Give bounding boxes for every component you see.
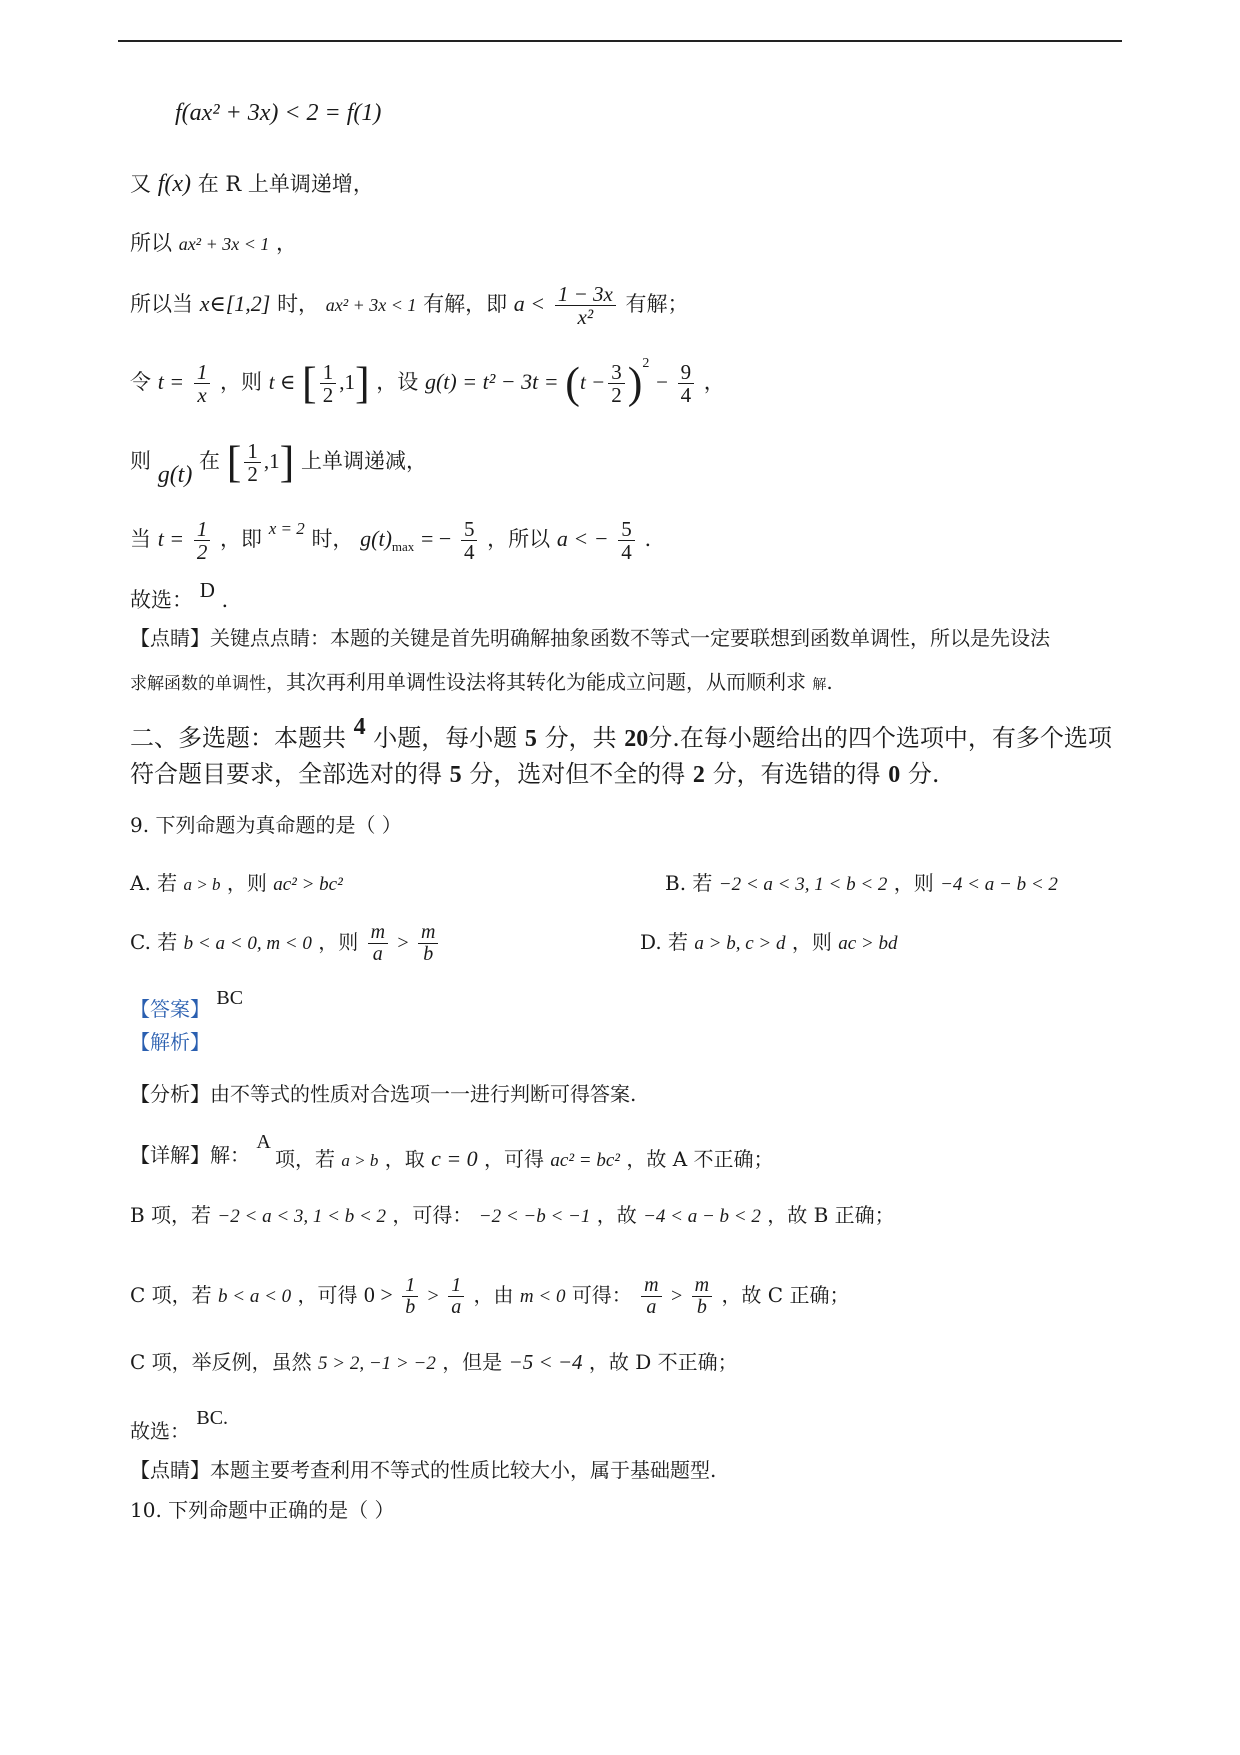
math: ax² + 3x < 1 (325, 295, 417, 316)
text: 分. (907, 760, 940, 788)
fraction: $\frac{1}{2}$ (320, 361, 337, 406)
text: 分.在每小题给出的四个选项中，有多个选项 (648, 724, 1112, 752)
math: ,1 (263, 449, 280, 474)
math: ax² + 3x < 1 (178, 234, 270, 254)
fraction: $\frac{3}{2}$ (608, 361, 625, 406)
math: t − (579, 370, 606, 394)
text: A (256, 1131, 271, 1153)
subscript: max (391, 539, 415, 555)
answer-tag: 【答案】 (130, 997, 210, 1021)
note-line-2 (130, 672, 833, 693)
text: 求解函数的单调性 (130, 674, 266, 694)
math: −4 < a − b < 2 (940, 874, 1058, 895)
math: > (397, 932, 409, 954)
section-heading-2 (130, 762, 939, 787)
text: 符合题目要求，全部选对的得 (130, 760, 442, 788)
number: 20 (624, 726, 649, 752)
text: 9. 下列命题为真命题的是（ ） (130, 813, 402, 837)
option-b (665, 873, 1058, 894)
text: 所以 (130, 231, 172, 255)
math: ac > bd (838, 933, 898, 954)
math: a < (513, 291, 546, 317)
math: a > b (183, 875, 221, 894)
text: 【点睛】本题主要考查利用不等式的性质比较大小，属于基础题型. (130, 1458, 717, 1482)
text: 时， (277, 292, 320, 317)
fraction: $\frac{1}{2}$ (244, 440, 261, 485)
text: ，则 (893, 871, 934, 895)
answer: BC. (196, 1407, 229, 1429)
question-10 (130, 1500, 395, 1520)
text: C 项，举反例，虽然 (130, 1350, 312, 1374)
text: 有解，即 (423, 292, 508, 317)
analysis-tag-line (130, 1032, 210, 1052)
math: b < a < 0, m < 0 (183, 933, 312, 954)
text: ，故 C 正确； (721, 1283, 850, 1307)
math: m < 0 (519, 1286, 566, 1307)
text: ，故 B 正确； (767, 1203, 895, 1227)
text: ，故 D 不正确； (588, 1350, 738, 1374)
option-d (640, 932, 897, 953)
text: ，其次再利用单调性设法将其转化为能成立问题，从而顺利求 (266, 670, 806, 694)
text-line-3 (130, 233, 297, 254)
math: x∈[1,2] (199, 291, 271, 317)
fraction: $\frac{m}{b}$ (418, 922, 438, 965)
text: 项，若 (275, 1147, 335, 1171)
fraction: $\frac{1}{x}$ (194, 361, 211, 406)
text: ，即 (220, 527, 263, 552)
fraction: $\frac{m}{a}$ (641, 1275, 661, 1318)
note-line-1 (130, 628, 1050, 648)
text: 小题，每小题 (373, 724, 518, 752)
math: t = (157, 526, 185, 552)
option-a (130, 873, 343, 894)
text: 可得： (571, 1283, 632, 1307)
fraction: $\frac{1}{b}$ (402, 1275, 418, 1318)
answer: D (199, 578, 215, 602)
choose-line (130, 1408, 228, 1441)
header-rule (118, 40, 1122, 42)
text: C 项，若 (130, 1283, 212, 1307)
number: 2 (692, 762, 705, 788)
detail-line-c (130, 1275, 849, 1318)
number: 0 (888, 762, 901, 788)
text: ，设 (376, 370, 419, 394)
math: = − (420, 526, 452, 552)
text: ， (276, 231, 298, 255)
text: 故选： (130, 1419, 190, 1443)
math: t ∈ (268, 370, 296, 394)
analysis-line (130, 1084, 636, 1104)
fraction: $\frac{1}{2}$ (194, 518, 211, 563)
text-line-6 (130, 437, 427, 489)
text: 二、多选题：本题共 (130, 724, 346, 752)
text-line-4 (130, 283, 689, 328)
fraction: $\frac{1}{a}$ (448, 1275, 464, 1318)
text: B. 若 (665, 871, 713, 895)
text: 当 (130, 527, 151, 552)
math: 0 > (363, 1282, 393, 1307)
text: 在 R 上单调递增， (197, 172, 374, 196)
number: 5 (524, 726, 537, 752)
fraction: $\frac{1 - 3x}{\text{x²}}$ (555, 283, 616, 328)
math: −2 < a < 3, 1 < b < 2 (217, 1206, 387, 1227)
detail-line-a2 (275, 1148, 774, 1170)
bracket: ] (279, 437, 295, 487)
text: 分，有选错的得 (712, 760, 881, 788)
text-line-5 (130, 357, 725, 406)
text: ，故 (596, 1203, 637, 1227)
math: ,1 (339, 370, 355, 394)
text: 【详解】解： (130, 1143, 250, 1167)
math: − (656, 370, 668, 394)
text: 分，选对但不全的得 (469, 760, 686, 788)
bracket: [ (226, 437, 242, 487)
text: 【点睛】关键点点睛：本题的关键是首先明确解抽象函数不等式一定要联想到函数单调性，所以是先设法 (130, 626, 1050, 650)
math: > (427, 1285, 439, 1307)
text: B 项，若 (130, 1203, 212, 1227)
text-line-2 (130, 172, 374, 196)
text: C. 若 (130, 930, 178, 954)
answer-line (130, 580, 228, 611)
fraction: $\frac{9}{4}$ (678, 361, 695, 406)
text: ，则 (791, 930, 832, 954)
text: ，可得 (297, 1283, 358, 1307)
math: g(t) (360, 526, 392, 552)
formula: f(ax² + 3x) < 2 = f(1) (175, 100, 382, 126)
math: t = (157, 369, 185, 394)
detail-line-d (130, 1352, 738, 1373)
text: 上单调递减， (300, 449, 427, 474)
math: −4 < a − b < 2 (643, 1206, 761, 1227)
text-line-7 (130, 518, 651, 563)
text: ，取 (384, 1147, 425, 1171)
fraction: $\frac{5}{4}$ (461, 518, 478, 563)
math: 5 > 2, −1 > −2 (318, 1353, 436, 1374)
formula-line-1 (175, 100, 381, 125)
option-c (130, 922, 441, 965)
text: ，则 (318, 930, 359, 954)
text: 则 (130, 449, 151, 474)
text: 解 (812, 677, 827, 693)
text: 分，共 (544, 724, 617, 752)
text: ，由 (473, 1283, 514, 1307)
number: 5 (449, 762, 462, 788)
text: 10. 下列命题中正确的是（ ） (130, 1498, 395, 1522)
text: . (826, 670, 833, 694)
detail-line-a (130, 1132, 271, 1165)
text: 令 (130, 370, 151, 394)
text: ，但是 (442, 1350, 503, 1374)
bracket: ] (354, 358, 370, 408)
text: 有解； (625, 292, 689, 317)
fraction: $\frac{m}{b}$ (692, 1275, 712, 1318)
text: ，则 (226, 871, 267, 895)
text: 故选： (130, 588, 193, 612)
bracket: [ (302, 358, 317, 408)
paren: ( (565, 358, 580, 408)
text: . (221, 588, 229, 612)
fraction: $\frac{5}{4}$ (618, 518, 635, 563)
text: ，可得： (392, 1203, 473, 1227)
math: −2 < a < 3, 1 < b < 2 (718, 874, 888, 895)
detail-line-b (130, 1205, 895, 1226)
text: 又 (130, 172, 151, 196)
answer-value: BC (216, 987, 244, 1009)
math: −2 < −b < −1 (478, 1206, 591, 1227)
math: f(x) (157, 171, 191, 197)
math: −5 < −4 (508, 1350, 583, 1374)
paren: ) (627, 358, 643, 408)
number: 4 (353, 714, 366, 740)
math: ac² = bc² (550, 1150, 620, 1171)
note-line-3 (130, 1460, 716, 1480)
math: a < − (556, 526, 609, 552)
text: 时， (311, 527, 354, 552)
analysis-tag: 【解析】 (130, 1030, 210, 1054)
text: A. 若 (130, 871, 178, 895)
math: a > b, c > d (694, 933, 786, 954)
text: . (644, 527, 652, 552)
math: g(t) = t² − 3t = (424, 369, 559, 394)
text: 在 (199, 449, 221, 474)
question-9 (130, 815, 402, 835)
text: ， (703, 370, 725, 394)
math: b < a < 0 (218, 1286, 292, 1307)
answer-block (130, 988, 243, 1019)
text: ，则 (220, 370, 263, 394)
math: ac² > bc² (273, 874, 343, 895)
section-heading-1 (130, 715, 1112, 751)
math: a > b (341, 1151, 379, 1170)
math: g(t) (157, 462, 193, 489)
text: ，可得 (484, 1147, 545, 1171)
exponent: 2 (642, 356, 650, 371)
fraction: $\frac{m}{a}$ (368, 922, 388, 965)
text: ，故 A 不正确； (626, 1147, 774, 1171)
text: 【分析】由不等式的性质对合选项一一进行判断可得答案. (130, 1082, 637, 1106)
math: x = 2 (268, 519, 305, 539)
math: > (670, 1285, 683, 1307)
math: c = 0 (431, 1146, 478, 1171)
text: 所以当 (130, 292, 193, 317)
text: D. 若 (640, 930, 689, 954)
text: ，所以 (487, 527, 551, 552)
